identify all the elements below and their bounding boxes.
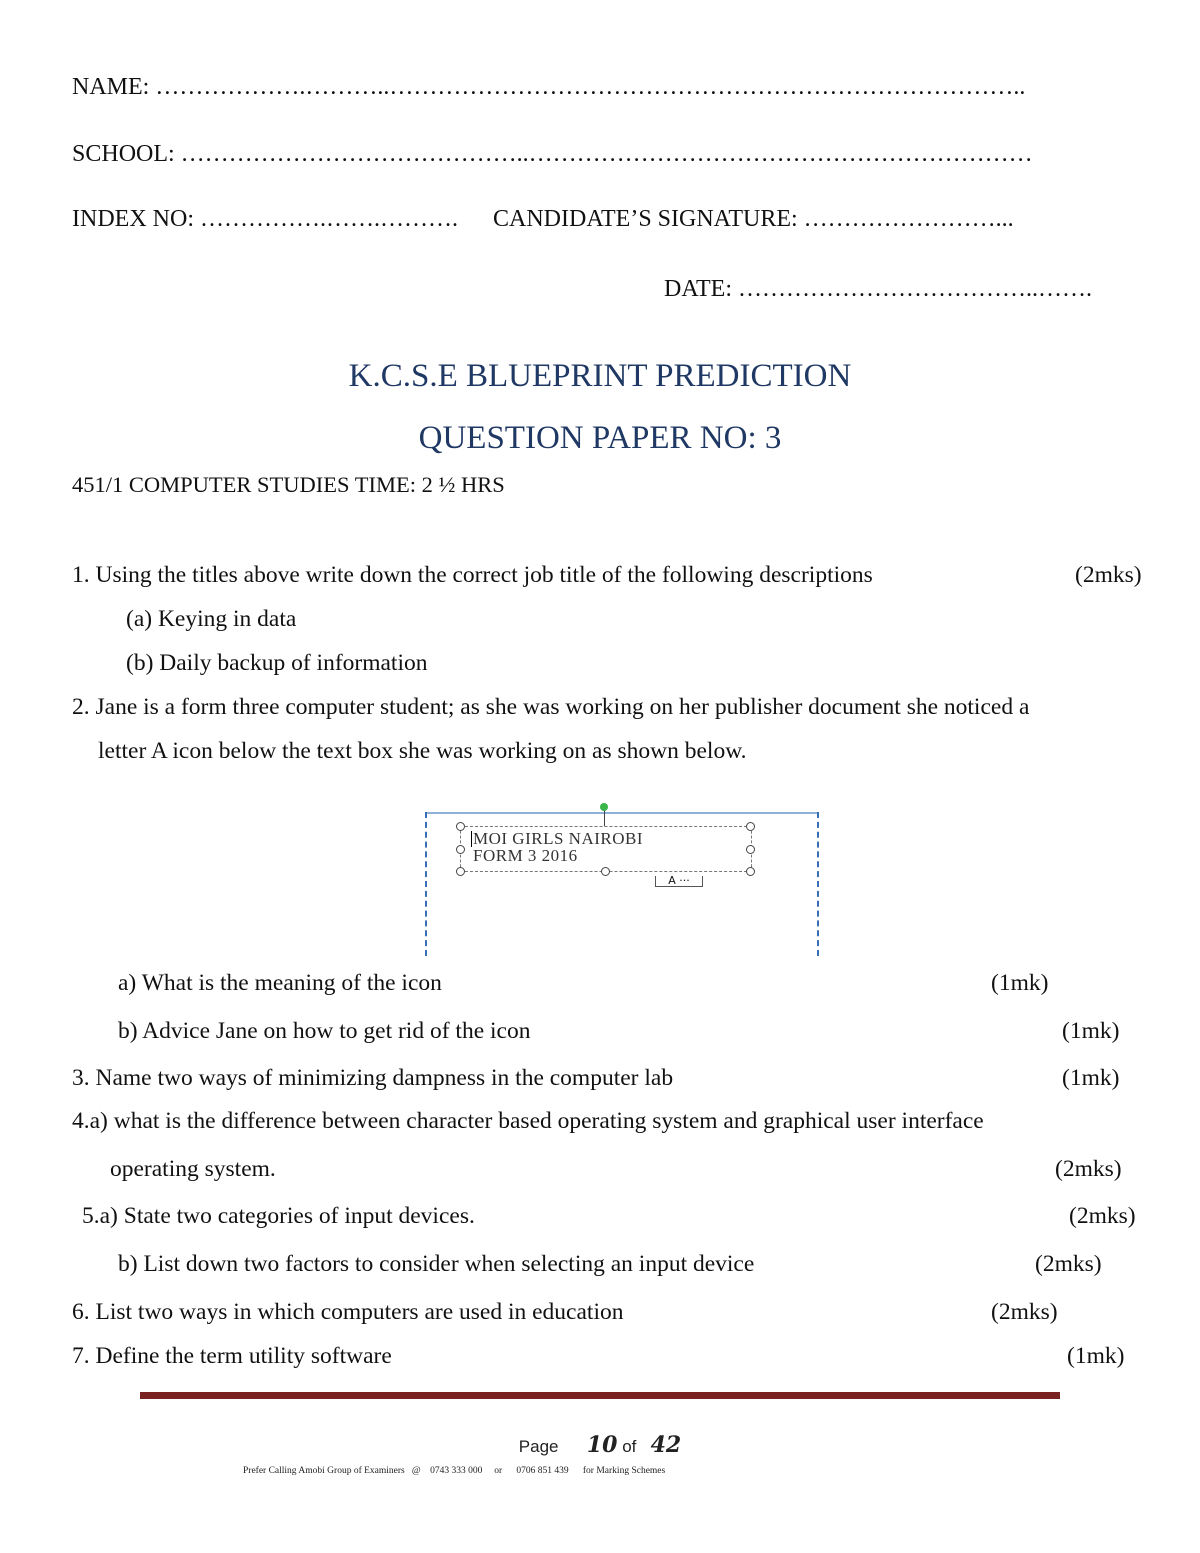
question-7-marks: (1mk): [1067, 1343, 1125, 1369]
text-cursor: [471, 831, 472, 847]
resize-handle-top-right[interactable]: [746, 822, 755, 831]
question-4a-text-line1: 4.a) what is the difference between character based operating system and graphical user interface: [72, 1108, 984, 1134]
resize-handle-bottom-right[interactable]: [746, 867, 755, 876]
page-margin-left: [425, 812, 427, 956]
resize-handle-left[interactable]: [456, 845, 465, 854]
question-4a-text-line2: operating system.: [110, 1156, 276, 1182]
autocorrect-options-icon[interactable]: A ···: [655, 876, 703, 887]
paper-title: K.C.S.E BLUEPRINT PREDICTION: [348, 358, 852, 394]
resize-handle-right[interactable]: [746, 845, 755, 854]
question-2a-text: a) What is the meaning of the icon: [118, 970, 442, 996]
question-1a-text: (a) Keying in data: [126, 606, 297, 632]
question-2-text-line1: 2. Jane is a form three computer student; as she was working on her publisher document she noticed a: [72, 694, 1030, 720]
question-6-marks: (2mks): [991, 1299, 1058, 1325]
question-1-text: 1. Using the titles above write down the correct job title of the following descriptions: [72, 562, 873, 588]
resize-handle-top-left[interactable]: [456, 822, 465, 831]
name-field: NAME: ……………….………..……………………………………………………………………..: [72, 74, 1026, 100]
total-pages: 42: [650, 1432, 682, 1458]
question-4a-marks: (2mks): [1055, 1156, 1122, 1182]
text-box-line-2: FORM 3 2016: [473, 846, 578, 865]
question-2b-text: b) Advice Jane on how to get rid of the icon: [118, 1018, 531, 1044]
question-6-text: 6. List two ways in which computers are used in education: [72, 1299, 624, 1325]
question-1b-text: (b) Daily backup of information: [126, 650, 428, 676]
text-box-line-1: MOI GIRLS NAIROBI: [473, 829, 643, 848]
question-3-marks: (1mk): [1062, 1065, 1120, 1091]
page-margin-right: [817, 812, 819, 956]
question-1-marks: (2mks): [1075, 562, 1142, 588]
candidate-signature-field: CANDIDATE’S SIGNATURE: ……………………...: [493, 206, 1014, 232]
resize-handle-bottom-left[interactable]: [456, 867, 465, 876]
text-box-content: [473, 830, 643, 864]
question-2-text-line2: letter A icon below the text box she was working on as shown below.: [98, 738, 747, 764]
paper-subtitle: QUESTION PAPER NO: 3: [418, 420, 782, 456]
of-word: of: [622, 1437, 637, 1456]
rotation-handle[interactable]: [600, 803, 608, 811]
question-5a-text: 5.a) State two categories of input devices.: [82, 1203, 475, 1229]
question-5b-text: b) List down two factors to consider when selecting an input device: [118, 1251, 755, 1277]
page-number: 10: [586, 1432, 618, 1458]
question-2b-marks: (1mk): [1062, 1018, 1120, 1044]
page-number-line: [0, 1432, 1200, 1458]
question-2a-marks: (1mk): [991, 970, 1049, 996]
resize-handle-bottom[interactable]: [601, 867, 610, 876]
footer-contact: Prefer Calling Amobi Group of Examiners @ 0743 333 000 or 0706 851 439 for Marking Schemes: [243, 1466, 666, 1476]
school-field: SCHOOL: ……………………………………..………………………………………………………: [72, 141, 1033, 167]
page-frame-top: [425, 812, 819, 814]
footer-divider: [140, 1392, 1060, 1399]
date-field: DATE: ………………………………..…….: [664, 276, 1092, 302]
page-word: Page: [518, 1437, 559, 1456]
question-7-text: 7. Define the term utility software: [72, 1343, 392, 1369]
text-box[interactable]: [460, 826, 752, 872]
question-3-text: 3. Name two ways of minimizing dampness in the computer lab: [72, 1065, 674, 1091]
index-number-field: INDEX NO: …………….…….……….: [72, 206, 458, 232]
subject-line: 451/1 COMPUTER STUDIES TIME: 2 ½ HRS: [72, 472, 505, 497]
question-5a-marks: (2mks): [1069, 1203, 1136, 1229]
question-5b-marks: (2mks): [1035, 1251, 1102, 1277]
publisher-textbox-figure: [425, 812, 819, 956]
